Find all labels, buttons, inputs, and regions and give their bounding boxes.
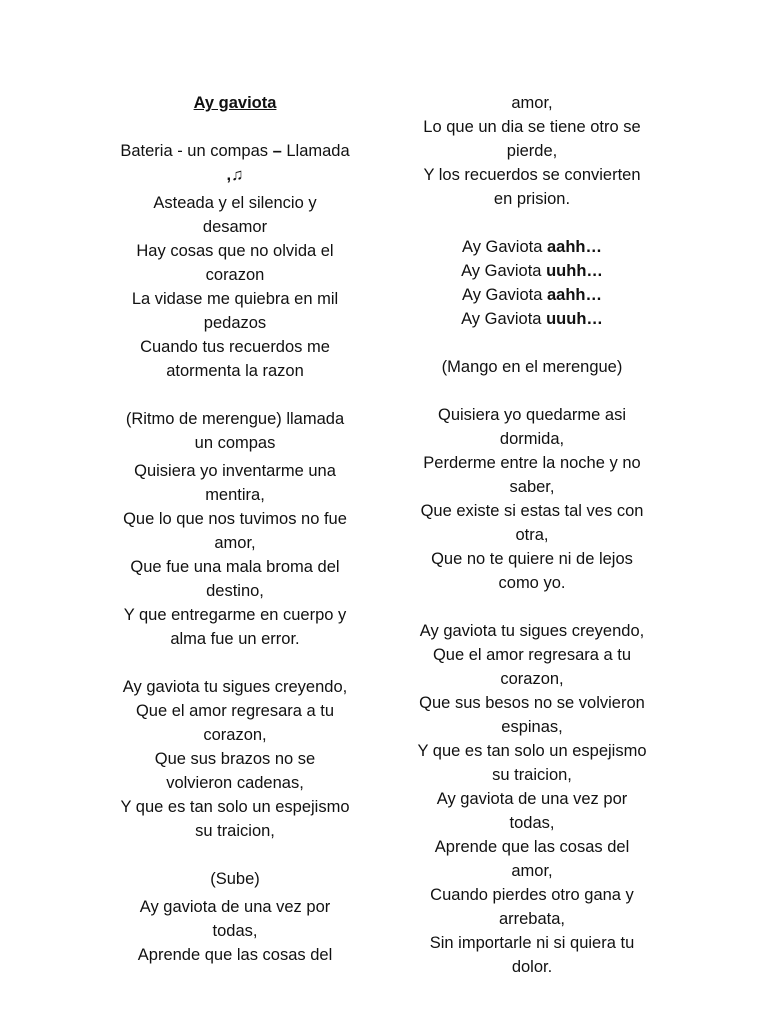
lyric-line: arrebata, <box>498 910 566 928</box>
chorus-1 <box>104 675 366 843</box>
music-note-icon: ,♫ <box>226 166 244 184</box>
lyric-line: todas, <box>509 814 555 832</box>
lyric-line: Aprende que las cosas del <box>434 838 630 856</box>
lyric-line: Ay gaviota de una vez por <box>139 898 331 916</box>
refrain-line <box>401 307 663 331</box>
intro-line <box>104 139 366 163</box>
lyric-line: Que sus besos no se volvieron <box>419 694 645 712</box>
song-title: Ay gaviota <box>193 94 277 112</box>
lyric-line: La vidase me quiebra en mil <box>131 290 339 308</box>
lyric-line: como yo. <box>498 574 566 592</box>
refrain-vocal: aahh… <box>546 286 602 304</box>
lyric-line: dolor. <box>511 958 553 976</box>
lyric-line: Que sus brazos no se <box>154 750 316 768</box>
lyric-line: alma fue un error. <box>170 630 300 648</box>
lyrics-column-left <box>104 91 366 967</box>
lyric-line: volvieron cadenas, <box>166 774 304 792</box>
lyric-line: pierde, <box>506 142 558 160</box>
verse-3 <box>104 895 366 967</box>
refrain-line <box>401 259 663 283</box>
note-mango: (Mango en el merengue) <box>441 358 623 376</box>
lyric-line: corazon <box>205 266 265 284</box>
lyric-line: Y que es tan solo un espejismo <box>417 742 647 760</box>
lyric-line: Que el amor regresara a tu <box>135 702 335 720</box>
refrain <box>401 235 663 331</box>
lyric-line: Ay gaviota de una vez por <box>436 790 628 808</box>
lyric-line: destino, <box>206 582 264 600</box>
intro-text: Bateria - un compas <box>120 142 268 160</box>
refrain-text: Ay Gaviota <box>461 310 547 328</box>
lyric-line: atormenta la razon <box>166 362 304 380</box>
lyric-line: Y que entregarme en cuerpo y <box>123 606 347 624</box>
refrain-line <box>401 235 663 259</box>
lyric-line: Que no te quiere ni de lejos <box>431 550 633 568</box>
chorus-2 <box>401 619 663 979</box>
refrain-vocal: uuhh… <box>546 262 603 280</box>
refrain-text: Ay Gaviota <box>461 238 547 256</box>
lyric-line: su traicion, <box>195 822 275 840</box>
lyric-line: espinas, <box>501 718 563 736</box>
lyric-line: (Ritmo de merengue) llamada <box>125 410 345 428</box>
lyric-line: un compas <box>194 434 276 452</box>
lyric-line: Que fue una mala broma del <box>130 558 340 576</box>
lyric-line: Que lo que nos tuvimos no fue <box>123 510 347 528</box>
lyrics-column-right <box>401 91 663 979</box>
lyric-line: Que existe si estas tal ves con <box>420 502 644 520</box>
lyric-line: Sin importarle ni si quiera tu <box>429 934 635 952</box>
verse-continued <box>401 91 663 211</box>
lyric-line: su traicion, <box>492 766 572 784</box>
lyric-line: amor, <box>214 534 256 552</box>
lyric-line: Hay cosas que no olvida el <box>136 242 334 260</box>
lyric-line: Lo que un dia se tiene otro se <box>423 118 641 136</box>
lyric-line: amor, <box>511 94 553 112</box>
refrain-text: Ay Gaviota <box>461 262 547 280</box>
intro-dash: – <box>268 142 287 160</box>
lyric-line: desamor <box>202 218 268 236</box>
lyric-line: amor, <box>511 862 553 880</box>
note-sube: (Sube) <box>210 870 260 888</box>
refrain-line <box>401 283 663 307</box>
lyric-line: otra, <box>515 526 549 544</box>
lyric-line: Quisiera yo quedarme asi <box>437 406 626 424</box>
lyric-line: corazon, <box>203 726 267 744</box>
lyric-line: todas, <box>212 922 258 940</box>
refrain-text: Ay Gaviota <box>461 286 547 304</box>
intro-text-end: Llamada <box>286 142 350 160</box>
lyric-line: Perderme entre la noche y no <box>423 454 641 472</box>
lyric-line: saber, <box>509 478 555 496</box>
lyric-line: Quisiera yo inventarme una <box>134 462 336 480</box>
refrain-vocal: aahh… <box>546 238 602 256</box>
lyric-line: Cuando tus recuerdos me <box>140 338 330 356</box>
lyric-line: Aprende que las cosas del <box>137 946 333 964</box>
lyric-line: Ay gaviota tu sigues creyendo, <box>122 678 348 696</box>
lyric-line: Y los recuerdos se convierten <box>423 166 641 184</box>
lyric-line: Que el amor regresara a tu <box>432 646 632 664</box>
verse-2 <box>104 459 366 651</box>
lyric-line: pedazos <box>203 314 267 332</box>
lyric-line: Asteada y el silencio y <box>153 194 317 212</box>
lyric-line: corazon, <box>500 670 564 688</box>
note-ritmo <box>104 407 366 455</box>
verse-1 <box>104 191 366 383</box>
lyric-line: Ay gaviota tu sigues creyendo, <box>419 622 645 640</box>
lyric-line: en prision. <box>493 190 571 208</box>
lyric-line: Cuando pierdes otro gana y <box>430 886 634 904</box>
refrain-vocal: uuuh… <box>546 310 603 328</box>
lyric-line: mentira, <box>205 486 265 504</box>
lyric-line: Y que es tan solo un espejismo <box>120 798 350 816</box>
verse-4 <box>401 403 663 595</box>
lyric-line: dormida, <box>499 430 565 448</box>
